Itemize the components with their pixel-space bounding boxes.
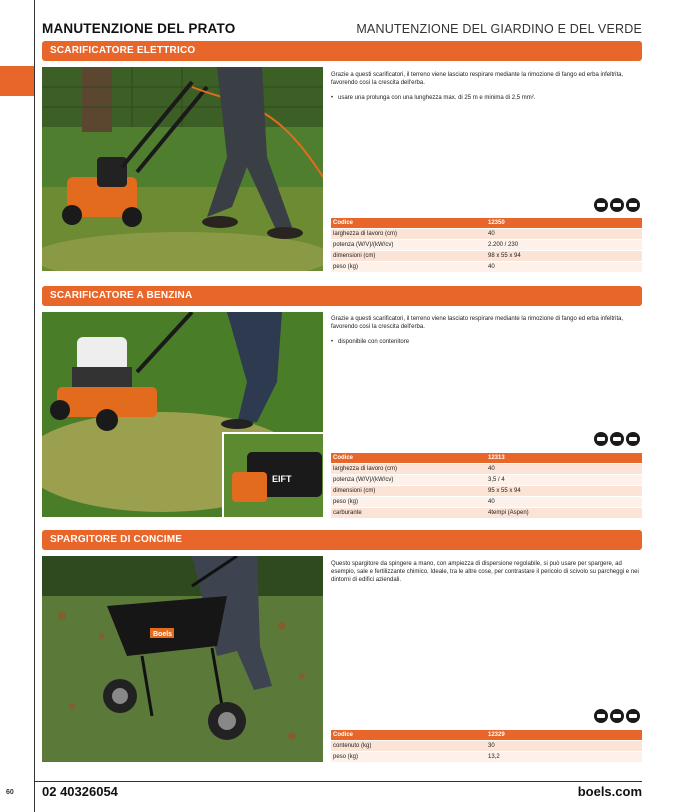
table-row — [331, 486, 642, 497]
goggles-icon — [594, 432, 608, 446]
table-row — [331, 251, 642, 262]
row-label: peso (kg) — [331, 752, 486, 763]
row-value: 40 — [486, 464, 642, 475]
hopper-label: Boels — [153, 631, 173, 638]
row-label: potenza (W/V)/(kW/cv) — [331, 475, 486, 486]
row-value: 40 — [486, 229, 642, 240]
electric-scarifier-spec-table — [331, 218, 642, 273]
row-label: peso (kg) — [331, 497, 486, 508]
petrol-scarifier-photo — [42, 312, 323, 517]
table-row — [331, 240, 642, 251]
gloves-icon — [610, 709, 624, 723]
table-row — [331, 752, 642, 763]
section-tab-marker — [0, 66, 34, 96]
row-label: larghezza di lavoro (cm) — [331, 464, 486, 475]
table-row — [331, 262, 642, 273]
table-header-label: Codice — [331, 453, 486, 464]
goggles-icon — [594, 198, 608, 212]
table-header-code: 12329 — [486, 730, 642, 741]
table-header-row — [331, 218, 642, 229]
row-value: 40 — [486, 497, 642, 508]
table-row — [331, 497, 642, 508]
table-header-label: Codice — [331, 730, 486, 741]
description-bullet: • disponibile con contenitore — [331, 338, 642, 346]
description-bullet: • usare una prolunga con una lunghezza max. di 25 m e minima di 2,5 mm². — [331, 94, 642, 102]
row-value: 3,5 / 4 — [486, 475, 642, 486]
footer-website: boels.com — [577, 784, 642, 799]
description-text: Questo spargitore da spingere a mano, con ampiezza di dispersione regolabile, si può usare per spargere, ad esempio, sale e fertilizzante chimico. Ideale, tra le altre cose, per contrastare il pericolo di scivolo su parcheggi e nei dintorni di edifici aziendali. — [331, 561, 639, 583]
row-value: 4tempi (Aspen) — [486, 508, 642, 519]
row-value: 95 x 55 x 94 — [486, 486, 642, 497]
description-text: Grazie a questi scarificatori, il terreno viene lasciato respirare mediante la rimozione di fango ed erba infeltrita, favorendo così la crescita dell'erba. — [331, 72, 624, 86]
fertilizer-spreader-spec-table — [331, 730, 642, 763]
petrol-scarifier-description — [331, 315, 642, 346]
safety-boot-icon — [626, 198, 640, 212]
table-row — [331, 475, 642, 486]
ear-protection-icon — [610, 432, 624, 446]
table-header-code: 12350 — [486, 218, 642, 229]
row-value: 40 — [486, 262, 642, 273]
goggles-icon — [594, 709, 608, 723]
table-row — [331, 464, 642, 475]
section-title-electric-scarifier: SCARIFICATORE ELETTRICO — [42, 41, 642, 61]
inset-label: EIFT — [272, 474, 292, 484]
safety-icons — [594, 198, 640, 212]
chapter-title: MANUTENZIONE DEL GIARDINO E DEL VERDE — [356, 22, 642, 36]
row-label: peso (kg) — [331, 262, 486, 273]
description-text: Grazie a questi scarificatori, il terreno viene lasciato respirare mediante la rimozione di fango ed erba infeltrita, favorendo così la crescita dell'erba. — [331, 316, 624, 330]
petrol-scarifier-spec-table — [331, 453, 642, 519]
row-label: dimensioni (cm) — [331, 251, 486, 262]
electric-scarifier-description — [331, 71, 642, 102]
safety-icons — [594, 709, 640, 723]
table-header-row — [331, 453, 642, 464]
table-header-row — [331, 730, 642, 741]
left-margin-rule — [34, 0, 35, 812]
row-label: dimensioni (cm) — [331, 486, 486, 497]
table-row — [331, 508, 642, 519]
row-value: 13,2 — [486, 752, 642, 763]
row-value: 2.200 / 230 — [486, 240, 642, 251]
fertilizer-spreader-description — [331, 560, 642, 584]
footer-rule — [34, 781, 642, 782]
page-title: MANUTENZIONE DEL PRATO — [42, 21, 236, 36]
table-header-code: 12313 — [486, 453, 642, 464]
table-header-label: Codice — [331, 218, 486, 229]
row-label: contenuto (kg) — [331, 741, 486, 752]
row-value: 98 x 55 x 94 — [486, 251, 642, 262]
ear-protection-icon — [610, 198, 624, 212]
section-title-fertilizer-spreader: SPARGITORE DI CONCIME — [42, 530, 642, 550]
row-value: 30 — [486, 741, 642, 752]
row-label: carburante — [331, 508, 486, 519]
row-label: larghezza di lavoro (cm) — [331, 229, 486, 240]
row-label: potenza (W/V)/(kW/cv) — [331, 240, 486, 251]
section-title-petrol-scarifier: SCARIFICATORE A BENZINA — [42, 286, 642, 306]
table-row — [331, 741, 642, 752]
electric-scarifier-photo — [42, 67, 323, 271]
footer-phone: 02 40326054 — [42, 784, 118, 799]
table-row — [331, 229, 642, 240]
page-number: 60 — [6, 789, 14, 796]
safety-boot-icon — [626, 432, 640, 446]
fertilizer-spreader-photo — [42, 556, 323, 762]
safety-icons — [594, 432, 640, 446]
safety-boot-icon — [626, 709, 640, 723]
